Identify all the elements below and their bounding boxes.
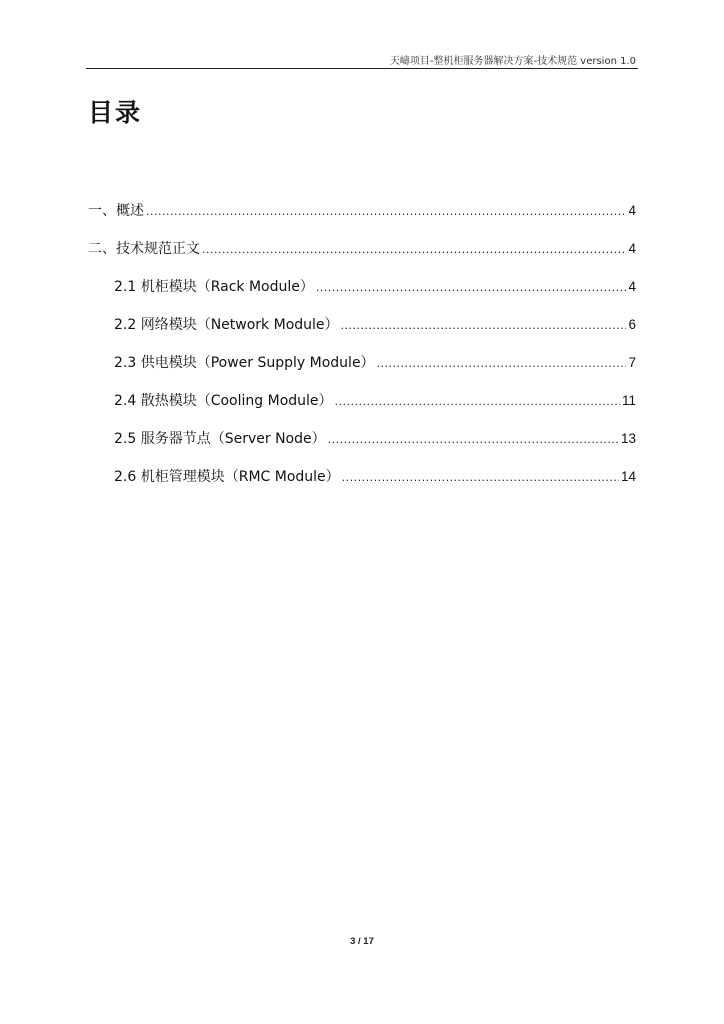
toc-leader-dots [316,279,627,295]
toc-entry-overview[interactable] [88,200,636,222]
toc-entry-page: 4 [628,203,636,218]
toc-entry-server-node[interactable] [114,428,636,450]
toc-entry-label: 一、概述 [88,203,144,219]
toc-entry-cooling-module[interactable] [114,390,636,412]
toc-leader-dots [202,241,626,257]
toc-entry-label: 二、技术规范正文 [88,241,200,257]
toc-entry-label: 2.1 机柜模块（Rack Module） [114,279,314,295]
toc-entry-rmc-module[interactable] [114,466,636,488]
toc-leader-dots [377,355,627,371]
toc-entry-page: 4 [628,279,636,294]
toc-entry-network-module[interactable] [114,314,636,336]
toc-entry-label: 2.4 散热模块（Cooling Module） [114,393,333,409]
toc-entry-power-supply-module[interactable] [114,352,636,374]
page-header [86,48,638,69]
toc-entry-label: 2.3 供电模块（Power Supply Module） [114,355,375,371]
toc-entry-label: 2.2 网络模块（Network Module） [114,317,339,333]
toc-entry-page: 6 [628,317,636,332]
toc-entry-page: 7 [628,355,636,370]
toc-entry-page: 4 [628,241,636,256]
toc-leader-dots [328,431,619,447]
toc-leader-dots [335,393,620,409]
header-text: 天嶹项目-整机柜服务器解决方案-技术规范 version 1.0 [389,56,636,67]
toc-entry-rack-module[interactable] [114,276,636,298]
page-number: 3 / 17 [350,936,374,947]
toc-entry-label: 2.5 服务器节点（Server Node） [114,431,326,447]
toc-entry-spec-body[interactable] [88,238,636,260]
toc-entry-label: 2.6 机柜管理模块（RMC Module） [114,469,340,485]
page-title: 目录 [88,98,143,127]
toc-entry-page: 14 [620,469,636,484]
toc-leader-dots [342,469,619,485]
toc-leader-dots [146,203,626,219]
toc-entry-page: 13 [620,431,636,446]
toc-entry-page: 11 [621,393,636,408]
toc-leader-dots [341,317,627,333]
